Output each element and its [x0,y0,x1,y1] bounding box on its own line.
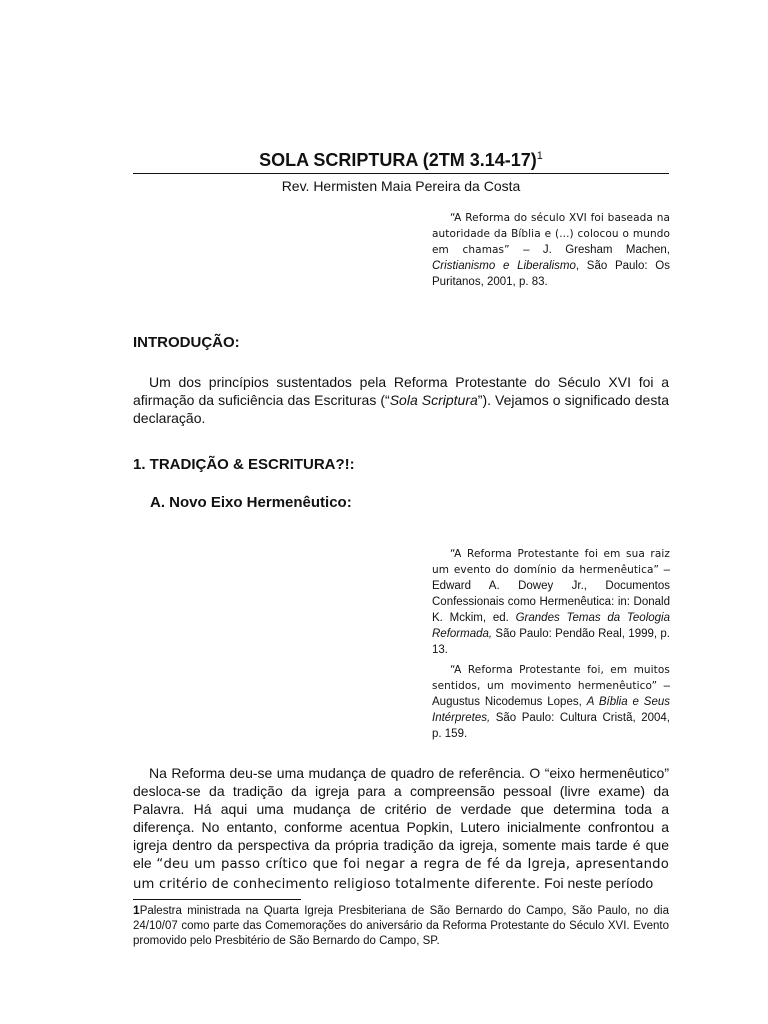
epigraph-source: – Edward A. Dowey Jr., Documentos Confessionais como Hermenêutica: in: Donald K. Mckim, ed. [432,564,671,624]
epigraph-quote: “A Reforma do século XVI foi baseada na autoridade da Bíblia e (...) colocou o mundo em chamas” [432,212,670,256]
heading-section-1a: A. Novo Eixo Hermenêutico: [150,494,352,511]
author-line: Rev. Hermisten Maia Pereira da Costa [281,178,521,194]
epigraph-source-end: , São Paulo: Os Puritanos, 2001, p. 83. [432,260,670,288]
epigraph-book-title: Grandes Temas da Teologia Reformada, [432,612,670,640]
document-title [133,148,669,172]
epigraph-book-title: A Bíblia e Seus Intérpretes, [432,696,670,724]
epigraph-machen [432,210,670,290]
footnote-separator [133,899,301,900]
sola-scriptura-term: Sola Scriptura [389,392,478,408]
epigraph-source: – J. Gresham Machen, [509,244,670,256]
title-footnote-mark: 1 [536,150,543,162]
body-paragraph: Na Reforma deu-se uma mudança de quadro de referência. O “eixo hermenêutico” desloca-se da tradição da igreja para a compreensão pessoal (livre exame) da Palavra. Há aqui uma mudança de critério de verdade que determina toda a diferença. No entanto, conforme acentua Popkin, Lutero inicialmente confrontou a igreja dentro da perspectiva da própria tradição da igreja, somente mais tarde é que ele “deu um passo crítico que foi negar a regra de fé da Igreja, apresentando um critério de conhecimento religioso totalmente diferente. Foi neste período [133,765,670,892]
epigraph-lopes [432,662,670,742]
title-text: SOLA SCRIPTURA (2TM 3.14-17) [259,150,537,170]
heading-introducao: INTRODUÇÃO: [133,334,240,351]
epigraph-book-title: Cristianismo e Liberalismo [432,260,576,272]
epigraph-source-end: São Paulo: Cultura Cristã, 2004, p. 159. [432,712,670,740]
epigraph-source-end: São Paulo: Pendão Real, 1999, p. 13. [432,628,670,656]
title-underline [133,173,669,174]
footnote-mark: 1 [133,903,140,917]
epigraph-source: – Augustus Nicodemus Lopes, [432,680,671,708]
intro-paragraph: Um dos princípios sustentados pela Reforma Protestante do Século XVI foi a afirmação da suficiência das Escrituras (“Sola Scriptura”). Vejamos o significado desta declaração. [133,374,669,426]
footnote-text: Palestra ministrada na Quarta Igreja Presbiteriana de São Bernardo do Campo, São Paulo, no dia 24/10/07 como parte das Comemorações do aniversário da Reforma Protestante do Século XVI. Evento promovido pelo Presbitério de São Bernardo do Campo, SP. [133,905,669,947]
footnote [133,904,669,949]
popkin-quote: “deu um passo crítico que foi negar a regra de fé da Igreja, apresentando um critério de conhecimento religioso totalmente diferente. [133,857,670,892]
epigraph-dowey [432,546,670,658]
epigraph-quote: “A Reforma Protestante foi, em muitos sentidos, um movimento hermenêutico” [432,664,670,692]
heading-section-1: 1. TRADIÇÃO & ESCRITURA?!: [133,456,355,473]
epigraph-quote: “A Reforma Protestante foi em sua raiz um evento do domínio da hermenêutica” [432,548,670,576]
